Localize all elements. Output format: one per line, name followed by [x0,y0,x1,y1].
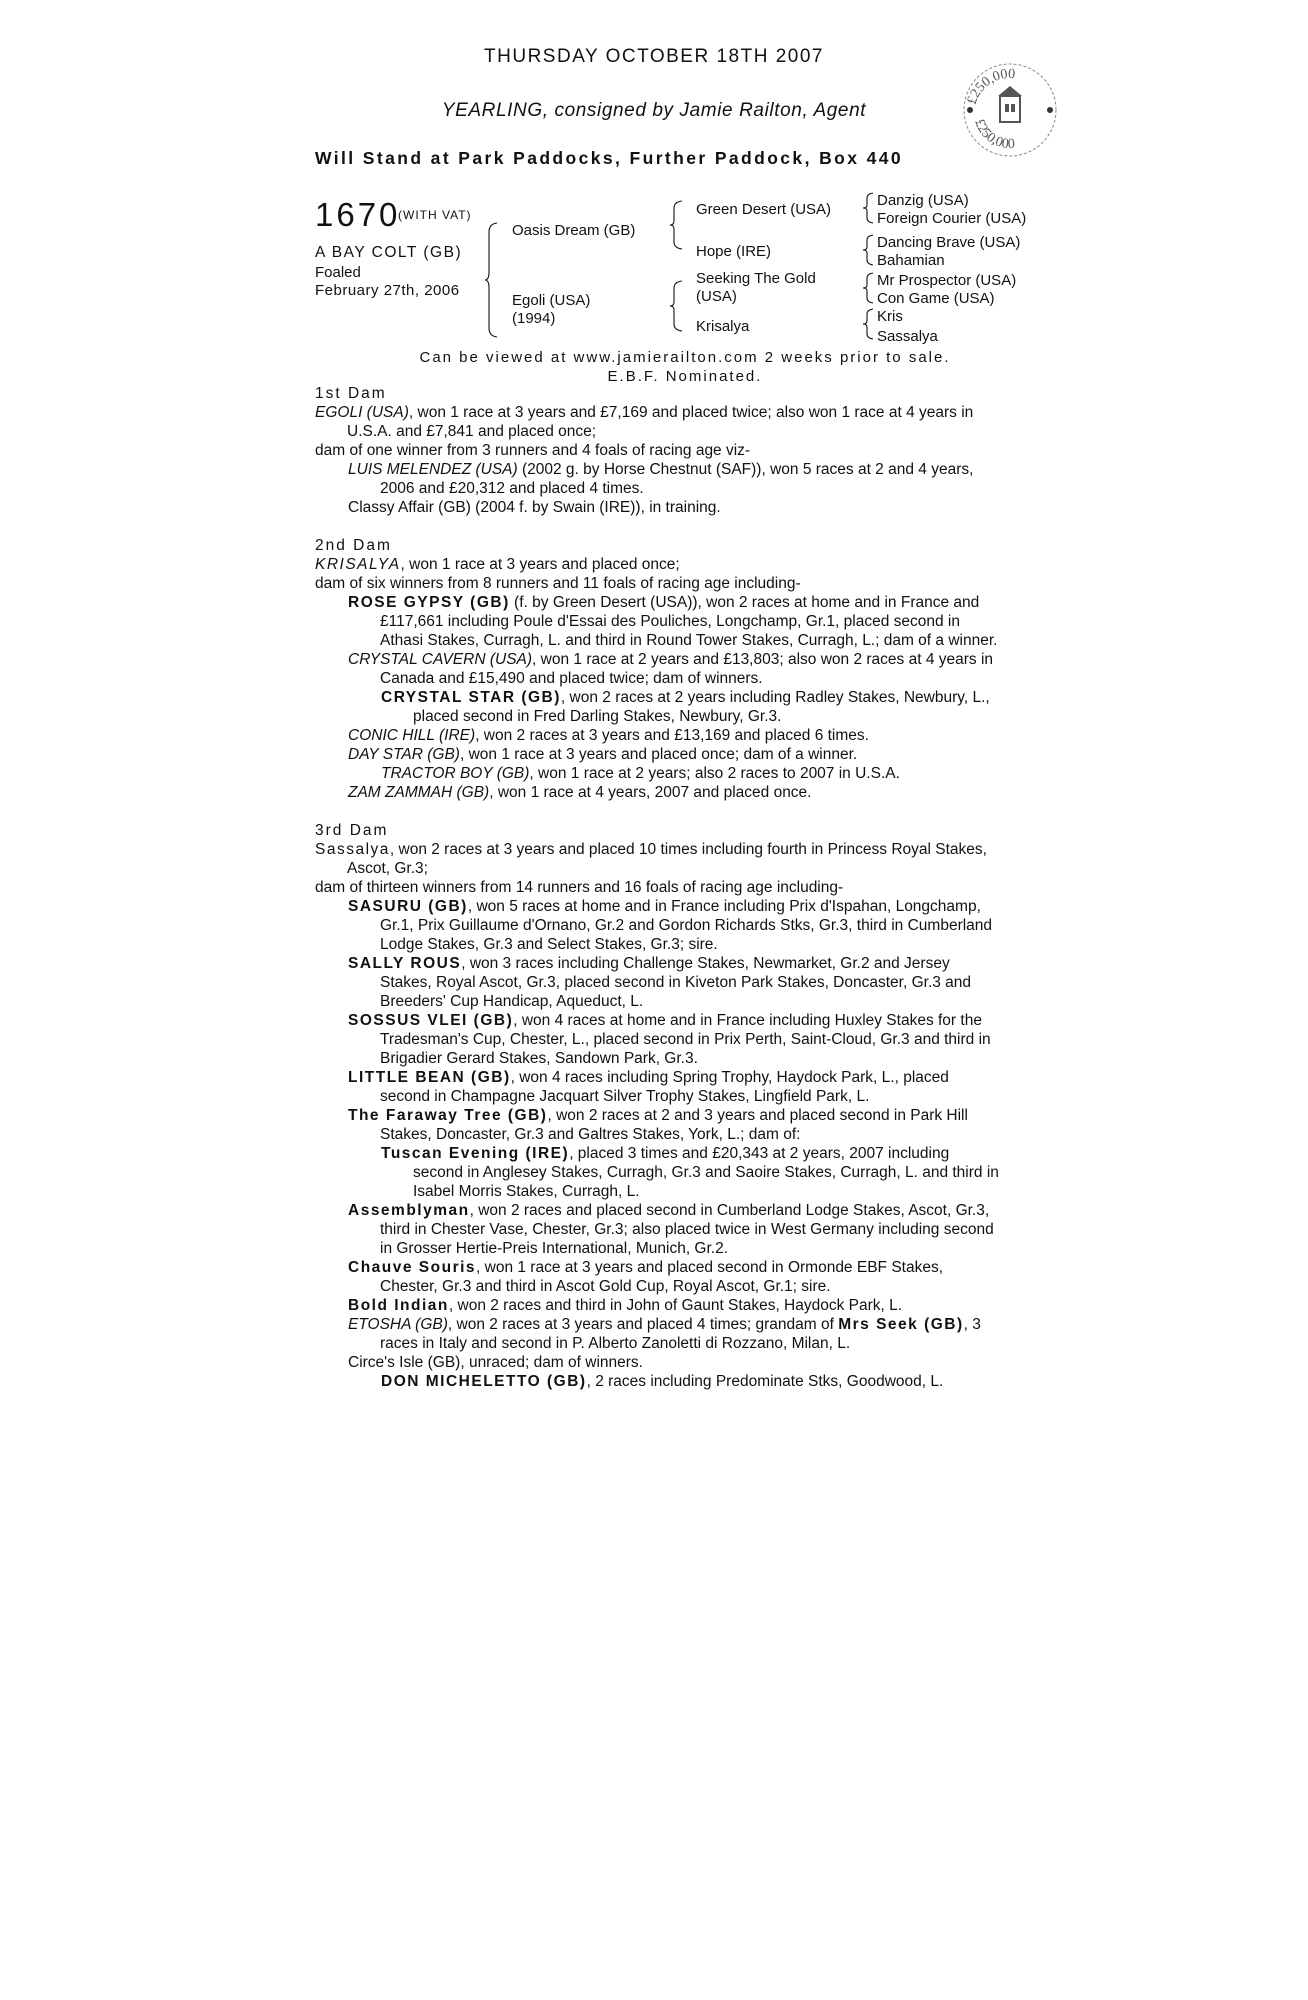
brace-dam-parents [670,280,684,332]
progeny-text: , won 1 race at 3 years and placed second in Ormonde EBF Stakes, Chester, Gr.3 and third in Ascot Gold Cup, Royal Ascot, Gr.1; sire. [380,1259,944,1295]
progeny-name: DON MICHELETTO (GB) [381,1373,587,1390]
brace-g4 [863,308,875,340]
sire-dam: Hope (IRE) [696,243,772,260]
consignment-line: YEARLING, consigned by Jamie Railton, Agent [441,100,867,121]
progeny-text: , won 3 races including Challenge Stakes, Newmarket, Gr.2 and Jersey Stakes, Royal Ascot, Gr.3, placed second in Kiveton Park Stakes, Doncaster, Gr.3 and Breeders' Cup Handicap, Aqueduct, L. [380,955,972,1010]
third-dam-progeny-10: Circe's Isle (GB), unraced; dam of winners. [348,1354,643,1371]
stand-location: Will Stand at Park Paddocks, Further Paddock, Box 440 [315,148,904,168]
great-grandparent-1: Danzig (USA) [877,192,969,209]
progeny-text: , won 4 races at home and in France including Huxley Stakes for the Tradesman's Cup, Chester, L., placed second in Prix Perth, Saint-Cloud, Gr.3 and third in Brigadier Gerard Stakes, Sandown Park, Gr.3. [380,1012,991,1067]
brace-sire-parents [670,200,684,250]
first-dam-text-b: 4 years in U.S.A. and £7,841 and placed once; [347,404,974,440]
first-dam-progeny-2: Classy Affair (GB) (2004 f. by Swain (IRE)), in training. [348,499,721,516]
progeny-text: , placed 3 times and £20,343 at 2 years, 2007 including second in Anglesey Stakes, Curragh, Gr.3 and Saoire Stakes, Curragh, L. and third in Isabel Morris Stakes, Curragh, L. [413,1145,999,1200]
brace-sire-dam [485,222,499,338]
great-grandparent-4: Bahamian [877,252,945,269]
first-dam-progeny-1 [315,460,1000,498]
first-dam-text-a: , won 1 race at 3 years and £7,169 and placed twice; also won 1 race at [408,404,902,421]
progeny-text: , won 1 race at 2 years; also 2 races to 2007 in U.S.A. [529,765,900,782]
third-dam-grandprogeny-1 [315,1144,1000,1201]
great-grandparent-2: Foreign Courier (USA) [877,210,1027,227]
brace-g2 [863,234,875,266]
progeny-name: DAY STAR (GB) [348,746,460,763]
first-dam-name: EGOLI (USA) [315,404,409,421]
first-dam-heading: 1st Dam [315,385,387,402]
viewing-note: Can be viewed at www.jamierailton.com 2 weeks prior to sale. [419,349,951,366]
progeny-text: , won 2 races at 2 years including Radley Stakes, Newbury, L., placed second in Fred Darling Stakes, Newbury, Gr.3. [413,689,990,725]
great-grandparent-3: Dancing Brave (USA) [877,234,1021,251]
second-dam-produce: dam of six winners from 8 runners and 11 foals of racing age including- [315,575,801,592]
great-grandparent-6: Con Game (USA) [877,290,995,307]
great-grandparent-5: Mr Prospector (USA) [877,272,1017,289]
second-dam-progeny-4 [315,745,1000,764]
progeny-text: , won 2 races at 2 and 3 years and placed second in Park Hill Stakes, Doncaster, Gr.3 and Galtres Stakes, York, L.; dam of: [380,1107,968,1143]
grandprogeny-text: , 3 races in Italy and second in P. Alberto Zanoletti di Rozzano, Milan, L. [380,1316,981,1352]
foaled-date: February 27th, 2006 [315,282,460,299]
progeny-text: , won 5 races at home and in France including Prix d'Ispahan, Longchamp, Gr.1, Prix Guillaume d'Ornano, Gr.2 and Gordon Richards Stks, Gr.3, third in Cumberland Lodge Stakes, Gr.3 and Select Stakes, Gr.3; sire. [380,898,993,953]
progeny-text: , won 4 races including Spring Trophy, Haydock Park, L., placed second in Champagne Jacquart Silver Trophy Stakes, Lingfield Park, L. [380,1069,949,1105]
third-dam-progeny-1 [315,897,1000,954]
progeny-text: , won 2 races and third in John of Gaunt Stakes, Haydock Park, L. [448,1297,903,1314]
progeny-text: (2002 g. by Horse Chestnut (SAF)), won 5 races at 2 and 4 years, 2006 and £20,312 and placed 4 times. [380,461,974,497]
progeny-name: SALLY ROUS [348,955,462,972]
progeny-text: , won 1 race at 4 years, 2007 and placed once. [489,784,812,801]
brace-g1 [863,192,875,224]
third-dam-progeny-6 [315,1201,1000,1258]
price-seal-icon [960,60,1060,160]
grandprogeny-name: Mrs Seek (GB) [838,1316,964,1333]
progeny-name: SOSSUS VLEI (GB) [348,1012,514,1029]
first-dam-record [315,403,1000,441]
second-dam-record [315,555,1000,574]
progeny-name: Assemblyman [348,1202,470,1219]
sire: Oasis Dream (GB) [512,222,636,239]
third-dam-progeny-2 [315,954,1000,1011]
dam-sire-line1: Seeking The Gold [696,270,816,287]
dam: Egoli (USA) [512,292,591,309]
progeny-name: ETOSHA (GB) [348,1316,448,1333]
third-dam-grandprogeny-2 [315,1372,1000,1391]
progeny-name: Chauve Souris [348,1259,477,1276]
progeny-text: (f. by Green Desert (USA)), won 2 races at home and in France and £117,661 including Poule d'Essai des Pouliches, Longchamp, Gr.1, placed second in Athasi Stakes, Curragh, L. and third in Round Tower Stakes, Curragh, L.; dam of a winner. [380,594,998,649]
second-dam-grandprogeny-2 [315,764,1000,783]
third-dam-record [315,840,1000,878]
second-dam-text: , won 1 race at 3 years and placed once; [400,556,680,573]
progeny-text: , won 2 races at 3 years and £13,169 and placed 6 times. [475,727,869,744]
brace-g3 [863,272,875,304]
first-dam-produce: dam of one winner from 3 runners and 4 foals of racing age viz- [315,442,751,459]
svg-text:£250,000: £250,000 [964,66,1016,107]
third-dam-progeny-4 [315,1068,1000,1106]
progeny-text: , won 2 races and placed second in Cumberland Lodge Stakes, Ascot, Gr.3, third in Chester Vase, Chester, Gr.3; also placed twice in West Germany including second in Grosser Hertie-Preis International, Munich, Gr.2. [380,1202,994,1257]
progeny-name: SASURU (GB) [348,898,468,915]
sire-sire: Green Desert (USA) [696,201,832,218]
progeny-name: LUIS MELENDEZ (USA) [348,461,518,478]
progeny-name: CONIC HILL (IRE) [348,727,476,744]
third-dam-progeny-7 [315,1258,1000,1296]
progeny-name: Bold Indian [348,1297,449,1314]
svg-text:£250,000: £250,000 [971,117,1016,153]
progeny-text: , won 2 races at 3 years and placed 4 times; grandam of [447,1316,839,1333]
foaled-label: Foaled [315,264,361,281]
second-dam-grandprogeny-1 [315,688,1000,726]
ebf-note: E.B.F. Nominated. [607,368,763,385]
progeny-name: CRYSTAL STAR (GB) [381,689,561,706]
progeny-name: Tuscan Evening (IRE) [381,1145,570,1162]
third-dam-progeny-5 [315,1106,1000,1144]
great-grandparent-8: Sassalya [877,328,938,345]
third-dam-text: , won 2 races at 3 years and placed 10 times including fourth in Princess Royal Stakes, Ascot, Gr.3; [347,841,987,877]
lot-pedigree [315,188,1055,348]
second-dam-name: KRISALYA [315,556,401,573]
lot-description: A BAY COLT (GB) [315,244,463,261]
dam-details [315,384,1000,1391]
progeny-name: TRACTOR BOY (GB) [381,765,530,782]
third-dam-heading: 3rd Dam [315,822,389,839]
third-dam-produce: dam of thirteen winners from 14 runners and 16 foals of racing age including- [315,879,844,896]
dam-sire-line2: (USA) [696,288,737,305]
progeny-name: CRYSTAL CAVERN (USA) [348,651,533,668]
third-dam-name: Sassalya [315,841,390,858]
second-dam-progeny-5 [315,783,1000,802]
dam-dam: Krisalya [696,318,750,335]
great-grandparent-7: Kris [877,308,903,325]
second-dam-progeny-3 [315,726,1000,745]
progeny-name: ZAM ZAMMAH (GB) [348,784,490,801]
third-dam-progeny-3 [315,1011,1000,1068]
viewing-notes [315,348,1055,386]
progeny-text: , won 1 race at 3 years and placed once; dam of a winner. [459,746,858,763]
progeny-name: ROSE GYPSY (GB) [348,594,510,611]
second-dam-progeny-2 [315,650,1000,688]
third-dam-progeny-9 [315,1315,1000,1353]
second-dam-progeny-1 [315,593,1000,650]
progeny-text: , 2 races including Predominate Stks, Goodwood, L. [586,1373,944,1390]
progeny-text: , won 1 race at 2 years and £13,803; also won 2 races at 4 years in Canada and £15,490 and placed twice; dam of winners. [380,651,994,687]
third-dam-progeny-8 [315,1296,1000,1315]
progeny-name: LITTLE BEAN (GB) [348,1069,511,1086]
dam-year: (1994) [512,310,556,327]
sale-date: THURSDAY OCTOBER 18TH 2007 [484,46,824,67]
vat-label: (WITH VAT) [398,208,472,222]
lot-number: 1670 [315,196,401,233]
progeny-name: The Faraway Tree (GB) [348,1107,548,1124]
second-dam-heading: 2nd Dam [315,537,392,554]
